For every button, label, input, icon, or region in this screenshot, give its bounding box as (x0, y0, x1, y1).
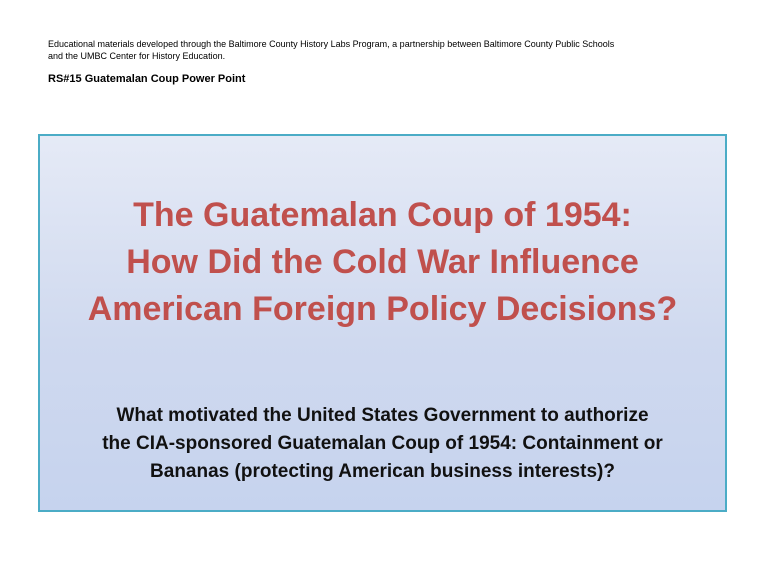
document-label: RS#15 Guatemalan Coup Power Point (48, 73, 246, 85)
question-line-1: What motivated the United States Government to authorize (116, 405, 649, 426)
slide-frame (38, 134, 727, 512)
credit-line-1: Educational materials developed through the Baltimore County History Labs Program, a partnership between Baltimore County Public Schools (48, 39, 615, 49)
credit-line-2: and the UMBC Center for History Education. (48, 51, 226, 61)
question-line-3: Bananas (protecting American business interests)? (150, 461, 615, 482)
slide-title (40, 192, 725, 333)
title-line-1: The Guatemalan Coup of 1954: (133, 196, 632, 234)
title-line-3: American Foreign Policy Decisions? (87, 290, 678, 328)
credit-note (48, 38, 688, 62)
title-line-2: How Did the Cold War Influence (126, 243, 639, 281)
guiding-question (40, 402, 725, 486)
question-line-2: the CIA-sponsored Guatemalan Coup of 1954: Containment or (102, 433, 663, 454)
